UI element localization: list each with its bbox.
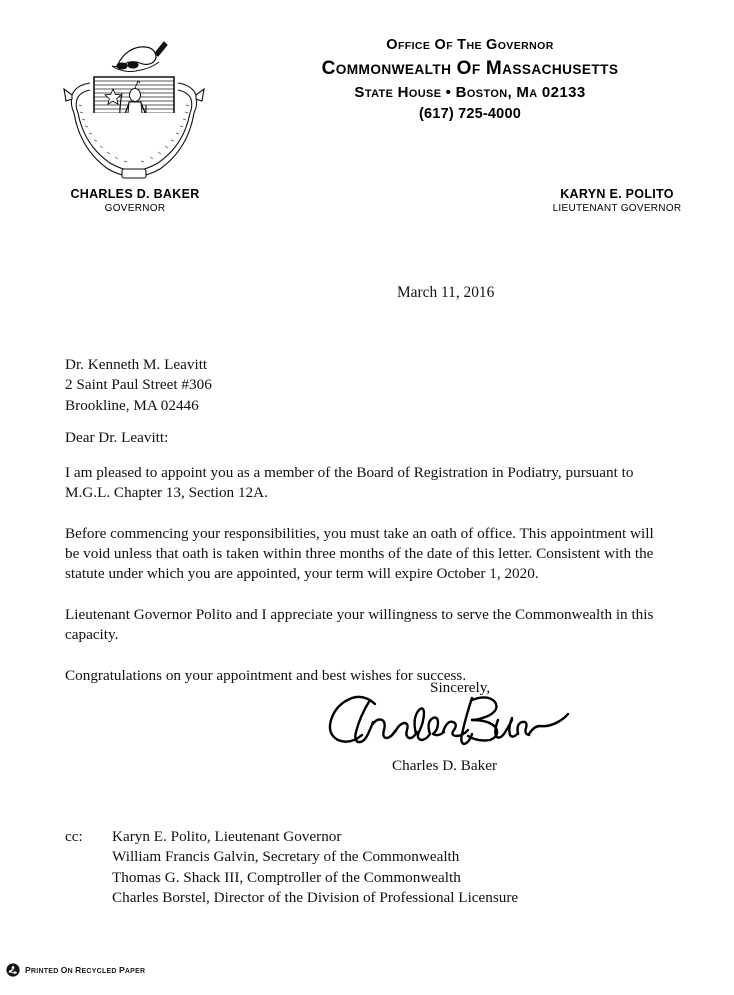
paragraph-4: Congratulations on your appointment and best wishes for success. (65, 666, 467, 684)
paragraph-1: I am pleased to appoint you as a member of the Board of Registration in Podiatry, pursuant to M.G.L. Chapter 13, Section 12A. (65, 464, 634, 502)
closing-salutation: Sincerely, (430, 679, 491, 696)
cc-recipient: Charles Borstel, Director of the Division of Professional Licensure (112, 889, 519, 907)
salutation: Dear Dr. Leavitt: (65, 429, 169, 446)
letterhead (0, 0, 734, 225)
governor-name: CHARLES D. BAKER (70, 187, 200, 201)
recipient-address (65, 355, 395, 416)
recycled-paper-label: PRINTED ON RECYCLED PAPER (25, 965, 146, 975)
letterhead-office-line: OFFICE OF THE GOVERNOR (386, 37, 554, 53)
lieutenant-governor-name: KARYN E. POLITO (560, 187, 674, 201)
letterhead-commonwealth-line: COMMONWEALTH OF MASSACHUSETTS (321, 58, 619, 80)
lieutenant-governor-block (522, 186, 712, 215)
recycle-icon (6, 963, 20, 977)
recipient-street: 2 Saint Paul Street #306 (65, 376, 212, 394)
recipient-city-state-zip: Brookline, MA 02446 (65, 396, 199, 414)
letter-date: March 11, 2016 (397, 284, 495, 301)
cc-recipient: William Francis Galvin, Secretary of the Commonwealth (112, 848, 460, 866)
recipient-name: Dr. Kenneth M. Leavitt (65, 356, 208, 373)
recycled-paper-footer (6, 963, 145, 977)
letterhead-text (230, 36, 710, 123)
lieutenant-governor-title: LIEUTENANT GOVERNOR (552, 203, 682, 215)
cc-label: cc: (65, 828, 83, 845)
paragraph-3: Lieutenant Governor Polito and I appreciate your willingness to serve the Commonwealth in this capacity. (65, 605, 654, 644)
cc-recipient: Karyn E. Polito, Lieutenant Governor (112, 828, 342, 845)
cc-recipient-list (112, 827, 662, 908)
cc-recipient: Thomas G. Shack III, Comptroller of the Commonwealth (112, 868, 461, 886)
signer-name: Charles D. Baker (392, 757, 498, 774)
massachusetts-state-seal-icon (60, 33, 208, 183)
letterhead-address-line: STATE HOUSE • BOSTON, MA 02133 (354, 83, 586, 101)
letterhead-phone-line: (617) 725-4000 (419, 105, 521, 122)
letter-paragraphs (65, 463, 666, 706)
handwritten-signature-icon (320, 690, 570, 752)
governor-title: GOVERNOR (104, 203, 166, 215)
governor-block (66, 186, 204, 215)
paragraph-2: Before commencing your responsibilities, you must take an oath of office. This appointment will be void unless that oath is taken within three months of the date of this letter. Consistent with the statute under which you are appointed, your term will expire October 1, 2020. (65, 524, 654, 583)
